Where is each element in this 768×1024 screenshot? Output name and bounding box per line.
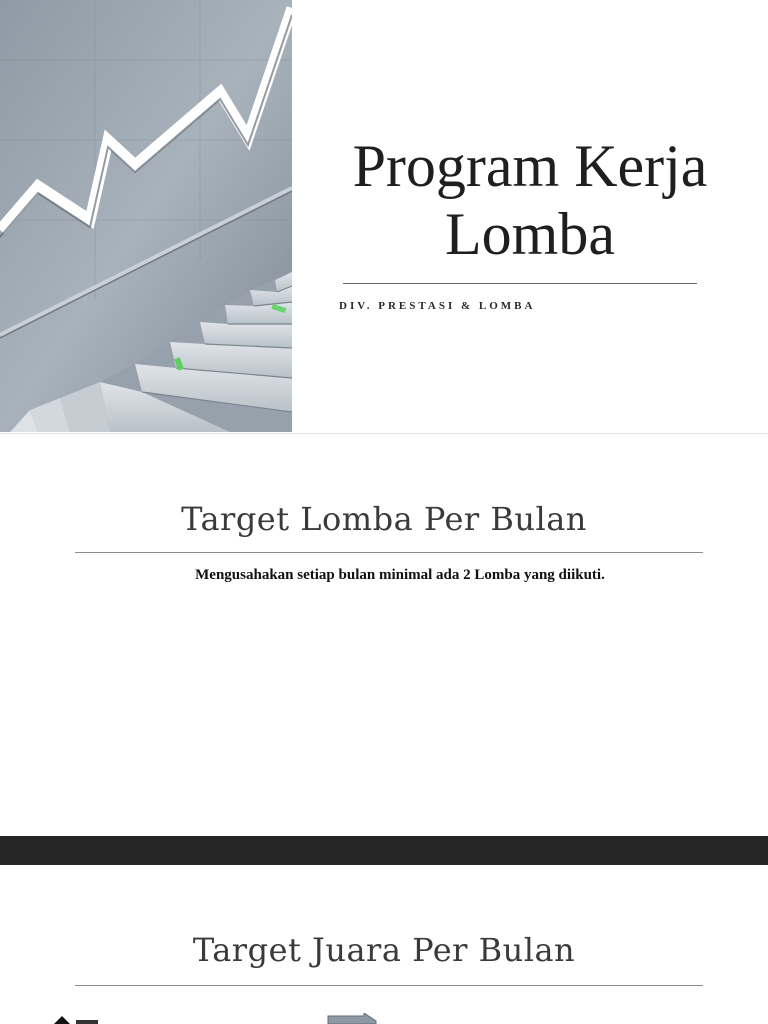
slide-3 [0,865,768,1024]
slide-1-title [0,0,768,432]
partial-bullet-graphic [40,1013,100,1024]
slide-2-heading-rule [75,552,703,553]
presentation-subtitle: DIV. PRESTASI & LOMBA [339,300,536,312]
slide-2-body-text: Mengusahakan setiap bulan minimal ada 2 Lomba yang diikuti. [195,567,605,583]
staircase-growth-image [0,0,292,432]
slide-2-heading: Target Lomba Per Bulan [181,500,587,538]
slide-2 [0,433,768,836]
presentation-title: Program Kerja Lomba [352,133,708,267]
arrow-shape-icon [326,1013,378,1024]
title-underline [343,283,697,284]
slide-3-heading: Target Juara Per Bulan [192,931,576,969]
slide-separator-band [0,836,768,865]
slide-3-heading-rule [75,985,703,986]
